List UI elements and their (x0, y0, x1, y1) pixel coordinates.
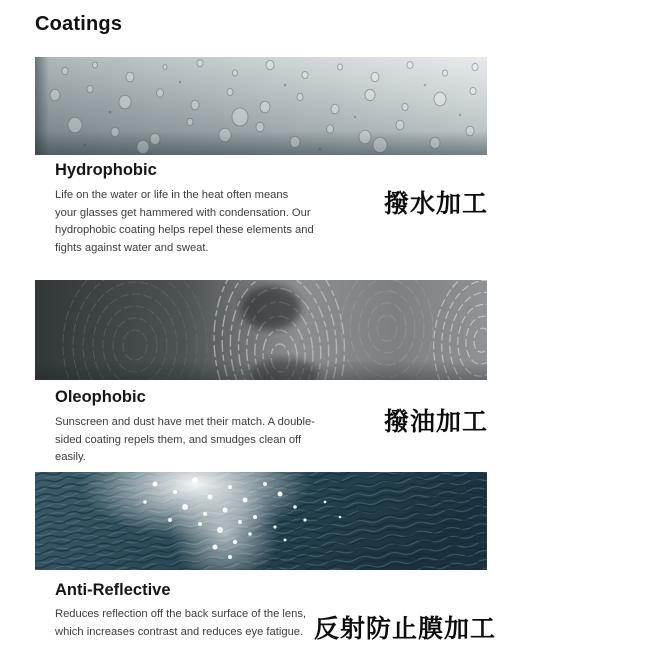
anti-reflective-japanese-label: 反射防止膜加工 (314, 615, 497, 643)
hydrophobic-description (55, 187, 365, 257)
description-line: hydrophobic coating helps repel these elements and (55, 224, 314, 236)
description-line: Life on the water or life in the heat often means (55, 189, 289, 201)
description-line: Sunscreen and dust have met their match. A double- (55, 416, 315, 428)
water-droplets-image (35, 57, 487, 155)
ocean-sparkle-image (35, 472, 487, 570)
description-line: your glasses get hammered with condensation. Our (55, 206, 311, 219)
oleophobic-description (55, 414, 365, 467)
hydrophobic-japanese-label: 撥水加工 (384, 190, 489, 218)
description-line: easily. (55, 451, 86, 463)
description-line: sided coating repels them, and smudges clean off (55, 433, 302, 446)
description-line: fights against water and sweat. (55, 241, 209, 254)
oleophobic-japanese-label: 撥油加工 (384, 408, 489, 436)
anti-reflective-photo (35, 472, 487, 570)
hydrophobic-photo (35, 57, 487, 155)
oleophobic-heading: Oleophobic (55, 388, 146, 406)
anti-reflective-heading: Anti-Reflective (55, 581, 171, 599)
oleophobic-photo (35, 280, 487, 380)
page-title: Coatings (35, 13, 123, 35)
fingerprint-image (35, 280, 487, 380)
hydrophobic-heading: Hydrophobic (55, 161, 157, 179)
description-line: which increases contrast and reduces eye fatigue. (55, 625, 304, 638)
description-line: Reduces reflection off the back surface of the lens, (55, 608, 307, 620)
